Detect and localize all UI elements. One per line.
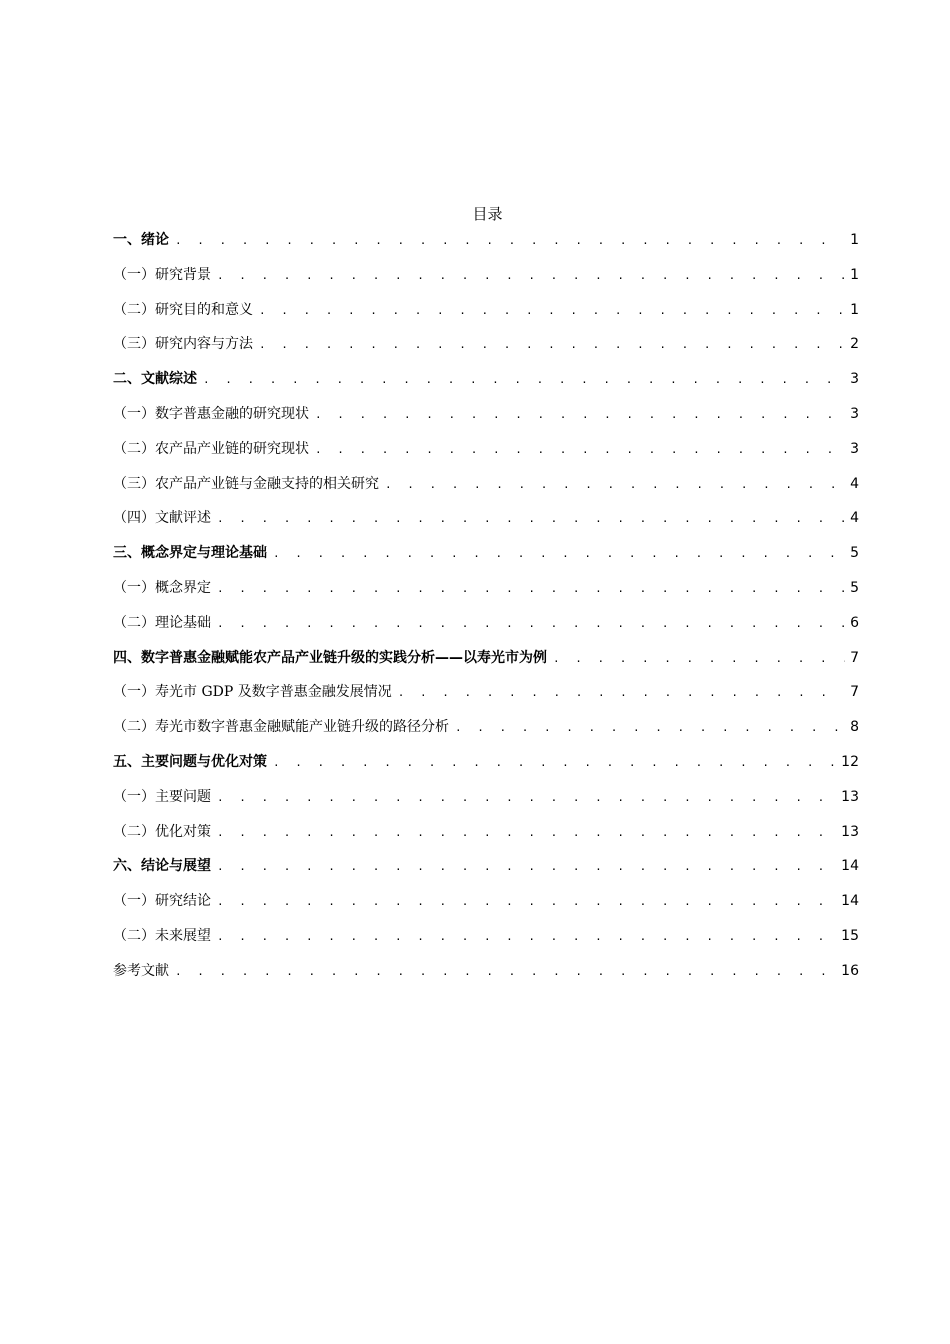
toc-entry-page-number: 13	[841, 788, 859, 805]
toc-entry-page-number: 3	[850, 440, 859, 457]
toc-entry-page-number: 3	[850, 371, 859, 388]
toc-entry-page-number: 8	[850, 719, 859, 736]
dot-leader	[315, 433, 845, 468]
toc-title: 目录	[472, 205, 503, 223]
toc-entry-page-number: 2	[850, 336, 859, 353]
table-of-contents	[113, 223, 859, 989]
toc-entry-page-number: 7	[850, 684, 859, 701]
toc-entry-label: （一）概念界定	[113, 579, 211, 596]
dot-leader	[273, 746, 837, 781]
toc-entry[interactable]	[113, 327, 859, 362]
dot-leader	[385, 468, 845, 503]
toc-entry-label: （三）研究内容与方法	[113, 336, 253, 353]
toc-entry-label: 三、概念界定与理论基础	[113, 545, 267, 562]
toc-entry-label: 参考文献	[113, 962, 169, 979]
toc-entry-label: （一）寿光市 GDP 及数字普惠金融发展情况	[113, 684, 392, 701]
dot-leader	[217, 259, 845, 294]
dot-leader	[259, 328, 845, 363]
toc-entry[interactable]	[113, 501, 859, 536]
toc-entry-page-number: 5	[850, 545, 859, 562]
toc-entry[interactable]	[113, 815, 859, 850]
dot-leader	[315, 398, 845, 433]
toc-entry-page-number: 1	[850, 301, 859, 318]
toc-entry[interactable]	[113, 849, 859, 884]
dot-leader	[398, 676, 845, 711]
toc-entry-label: （二）优化对策	[113, 823, 211, 840]
toc-entry-label: （二）寿光市数字普惠金融赋能产业链升级的路径分析	[113, 719, 449, 736]
dot-leader	[217, 572, 845, 607]
toc-entry[interactable]	[113, 536, 859, 571]
toc-entry-page-number: 16	[841, 962, 859, 979]
dot-leader	[203, 363, 845, 398]
dot-leader	[553, 642, 845, 677]
dot-leader	[273, 537, 845, 572]
toc-entry-label: 六、结论与展望	[113, 858, 211, 875]
toc-entry-label: 五、主要问题与优化对策	[113, 753, 267, 770]
toc-entry-page-number: 6	[850, 614, 859, 631]
toc-entry[interactable]	[113, 919, 859, 954]
dot-leader	[217, 502, 845, 537]
toc-entry-page-number: 14	[841, 893, 859, 910]
dot-leader	[175, 955, 837, 990]
toc-entry[interactable]	[113, 571, 859, 606]
toc-entry-label: 二、文献综述	[113, 371, 197, 388]
toc-entry[interactable]	[113, 675, 859, 710]
toc-entry[interactable]	[113, 258, 859, 293]
toc-entry-page-number: 13	[841, 823, 859, 840]
toc-entry-page-number: 3	[850, 405, 859, 422]
toc-entry-label: （三）农产品产业链与金融支持的相关研究	[113, 475, 379, 492]
toc-entry[interactable]	[113, 362, 859, 397]
toc-entry-label: （一）数字普惠金融的研究现状	[113, 405, 309, 422]
dot-leader	[217, 781, 837, 816]
toc-entry-page-number: 5	[850, 579, 859, 596]
dot-leader	[217, 607, 845, 642]
toc-entry-label: （一）研究结论	[113, 893, 211, 910]
toc-entry-page-number: 1	[850, 266, 859, 283]
toc-entry-page-number: 4	[850, 475, 859, 492]
toc-entry[interactable]	[113, 780, 859, 815]
toc-entry-label: 一、绪论	[113, 232, 169, 248]
toc-entry-label: （一）研究背景	[113, 266, 211, 283]
toc-entry[interactable]	[113, 884, 859, 919]
toc-entry[interactable]	[113, 223, 859, 258]
dot-leader	[217, 920, 837, 955]
dot-leader	[217, 816, 837, 851]
dot-leader	[217, 850, 837, 885]
dot-leader	[217, 885, 837, 920]
toc-entry[interactable]	[113, 397, 859, 432]
toc-entry-page-number: 4	[850, 510, 859, 527]
toc-entry[interactable]	[113, 710, 859, 745]
toc-entry-page-number: 15	[841, 927, 859, 944]
toc-entry-label: （二）理论基础	[113, 614, 211, 631]
toc-entry-label: （四）文献评述	[113, 510, 211, 527]
toc-entry-page-number: 1	[850, 232, 859, 248]
dot-leader	[455, 711, 845, 746]
toc-entry-label: （二）研究目的和意义	[113, 301, 253, 318]
dot-leader	[259, 294, 845, 329]
toc-entry[interactable]	[113, 467, 859, 502]
toc-entry[interactable]	[113, 641, 859, 676]
toc-entry[interactable]	[113, 293, 859, 328]
toc-entry[interactable]	[113, 432, 859, 467]
toc-entry-label: （一）主要问题	[113, 788, 211, 805]
toc-entry-label: 四、数字普惠金融赋能农产品产业链升级的实践分析——以寿光市为例	[113, 649, 547, 666]
toc-entry[interactable]	[113, 954, 859, 989]
dot-leader	[175, 224, 845, 259]
toc-entry[interactable]	[113, 606, 859, 641]
toc-entry-label: （二）农产品产业链的研究现状	[113, 440, 309, 457]
toc-entry-label: （二）未来展望	[113, 927, 211, 944]
toc-entry-page-number: 7	[850, 649, 859, 666]
toc-entry-page-number: 14	[841, 858, 859, 875]
toc-entry-page-number: 12	[841, 753, 859, 770]
toc-entry[interactable]	[113, 745, 859, 780]
